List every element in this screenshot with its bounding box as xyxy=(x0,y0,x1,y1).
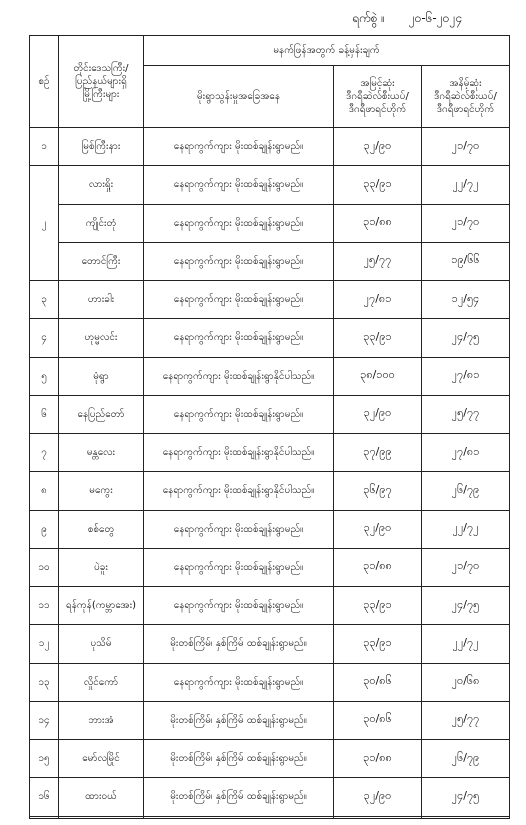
rain-condition: နေရာကွက်ကျား မိုးထစ်ချုန်းရွာမည်။ xyxy=(144,587,334,625)
rain-condition: နေရာကွက်ကျား မိုးထစ်ချုန်းရွာမည်။ xyxy=(144,395,334,433)
rain-condition: နေရာကွက်ကျား မိုးထစ်ချုန်းရွာနိုင်ပါသည်။ xyxy=(144,472,334,510)
max-temp: ၃၂/၉၀ xyxy=(334,510,422,548)
row-number: ၁၂ xyxy=(30,625,59,663)
rain-condition: နေရာကွက်ကျား မိုးထစ်ချုန်းရွာနိုင်ပါသည်။ xyxy=(144,434,334,472)
table-row xyxy=(30,510,510,548)
row-number: ၁၁ xyxy=(30,587,59,625)
rain-condition xyxy=(144,816,334,819)
row-number: ၁၀ xyxy=(30,548,59,586)
rain-condition: နေရာကွက်ကျား မိုးထစ်ချုန်းရွာမည်။ xyxy=(144,204,334,242)
rain-condition: နေရာကွက်ကျား မိုးထစ်ချုန်းရွာမည်။ xyxy=(144,281,334,319)
city-name xyxy=(59,816,144,819)
max-temp: ၃၁/၈၈ xyxy=(334,204,422,242)
table-row xyxy=(30,319,510,357)
max-temp: ၃၃/၉၁ xyxy=(334,166,422,204)
city-name: ပဲခူး xyxy=(59,548,144,586)
min-temp: ၂၂/၇၂ xyxy=(422,625,510,663)
row-number: ၁၄ xyxy=(30,701,59,739)
max-temp: ၃၃/၉၁ xyxy=(334,587,422,625)
table-row xyxy=(30,434,510,472)
city-name: ရန်ကုန်(ကမ္ဘာအေး) xyxy=(59,587,144,625)
rain-condition: မိုးတစ်ကြိမ်၊ နှစ်ကြိမ် ထစ်ချုန်းရွာမည်။ xyxy=(144,740,334,778)
table-row xyxy=(30,625,510,663)
row-number: ၅ xyxy=(30,357,59,395)
rain-condition: မိုးတစ်ကြိမ်၊ နှစ်ကြိမ် ထစ်ချုန်းရွာမည်။ xyxy=(144,625,334,663)
max-temp: ၃၁/၈၈ xyxy=(334,740,422,778)
row-number: ၆ xyxy=(30,395,59,433)
max-temp: ၂၅/၇၇ xyxy=(334,242,422,280)
min-temp: ၂၁/၇၀ xyxy=(422,548,510,586)
table-row xyxy=(30,281,510,319)
table-row xyxy=(30,357,510,395)
table-row xyxy=(30,816,510,819)
min-temp: ၂၄/၇၅ xyxy=(422,319,510,357)
table-row xyxy=(30,587,510,625)
row-number xyxy=(30,816,59,819)
row-number: ၈ xyxy=(30,472,59,510)
min-temp: ၂၂/၇၂ xyxy=(422,510,510,548)
max-temp: ၃၀/၈၆ xyxy=(334,701,422,739)
max-temp: ၃၂/၉၀ xyxy=(334,778,422,816)
min-temp: ၂၅/၇၇ xyxy=(422,701,510,739)
min-temp: ၁၂/၅၄ xyxy=(422,281,510,319)
max-temp xyxy=(334,816,422,819)
row-number: ၁၅ xyxy=(30,740,59,778)
city-name: ကျိုင်းတုံ xyxy=(59,204,144,242)
city-name: စစ်တွေ xyxy=(59,510,144,548)
city-name: ပုသိမ် xyxy=(59,625,144,663)
min-temp: ၂၆/၇၉ xyxy=(422,472,510,510)
min-temp: ၂၇/၈၁ xyxy=(422,434,510,472)
city-name: မုံရွာ xyxy=(59,357,144,395)
rain-condition: နေရာကွက်ကျား မိုးထစ်ချုန်းရွာမည်။ xyxy=(144,319,334,357)
rain-condition: နေရာကွက်ကျား မိုးထစ်ချုန်းရွာမည်။ xyxy=(144,510,334,548)
city-name: လှိုင်ကော် xyxy=(59,663,144,701)
min-temp: ၂၆/၇၉ xyxy=(422,740,510,778)
table-row xyxy=(30,204,510,242)
min-temp: ၂၂/၇၂ xyxy=(422,166,510,204)
max-temp: ၃၂/၉၀ xyxy=(334,395,422,433)
date-line xyxy=(352,10,522,28)
rain-condition: နေရာကွက်ကျား မိုးထစ်ချုန်းရွာမည်။ xyxy=(144,242,334,280)
min-temp: ၂၅/၇၇ xyxy=(422,395,510,433)
city-name: မြစ်ကြီးနား xyxy=(59,128,144,166)
max-temp: ၃၆/၉၇ xyxy=(334,472,422,510)
header-condition: မိုးရွာသွန်းမှုအခြေအနေ xyxy=(144,66,334,128)
rain-condition: နေရာကွက်ကျား မိုးထစ်ချုန်းရွာနိုင်ပါသည်။ xyxy=(144,357,334,395)
min-temp xyxy=(422,816,510,819)
header-no: စဉ် xyxy=(30,36,59,128)
table-row xyxy=(30,701,510,739)
rain-condition: နေရာကွက်ကျား မိုးထစ်ချုန်းရွာမည်။ xyxy=(144,548,334,586)
row-number: ၂ xyxy=(30,166,59,281)
city-name: ဟားခါး xyxy=(59,281,144,319)
row-number: ၇ xyxy=(30,434,59,472)
table-row xyxy=(30,242,510,280)
min-temp: ၂၁/၇၀ xyxy=(422,204,510,242)
city-name: တောင်ကြီး xyxy=(59,242,144,280)
header-max: အမြင့်ဆုံး ဒီဂရီဆဲလ်စီးယပ်/ ဒီဂရီဖာရင်ဟိုက် xyxy=(334,66,422,128)
date-label: ရက်စွဲ ။ xyxy=(352,11,385,25)
rain-condition: နေရာကွက်ကျား မိုးထစ်ချုန်းရွာမည်။ xyxy=(144,663,334,701)
table-row xyxy=(30,740,510,778)
forecast-table xyxy=(29,35,510,819)
max-temp: ၃၃/၉၁ xyxy=(334,319,422,357)
min-temp: ၂၄/၇၅ xyxy=(422,587,510,625)
row-number: ၁ xyxy=(30,128,59,166)
max-temp: ၃၈/၁၀၀ xyxy=(334,357,422,395)
rain-condition: မိုးတစ်ကြိမ်၊ နှစ်ကြိမ် ထစ်ချုန်းရွာမည်။ xyxy=(144,778,334,816)
max-temp: ၃၂/၉၀ xyxy=(334,128,422,166)
min-temp: ၂၁/၇၀ xyxy=(422,128,510,166)
table-row xyxy=(30,472,510,510)
rain-condition: မိုးတစ်ကြိမ်၊ နှစ်ကြိမ် ထစ်ချုန်းရွာမည်။ xyxy=(144,701,334,739)
header-forecast: မနက်ဖြန်အတွက် ခန့်မှန်းချက် xyxy=(144,36,510,66)
table-row xyxy=(30,166,510,204)
row-number: ၁၃ xyxy=(30,663,59,701)
table-row xyxy=(30,778,510,816)
max-temp: ၃၁/၈၈ xyxy=(334,548,422,586)
city-name: မော်လမြိုင် xyxy=(59,740,144,778)
row-number: ၃ xyxy=(30,281,59,319)
city-name: လားရှိုး xyxy=(59,166,144,204)
table-row xyxy=(30,663,510,701)
row-number: ၁၆ xyxy=(30,778,59,816)
city-name: မန္တလေး xyxy=(59,434,144,472)
max-temp: ၃၇/၉၉ xyxy=(334,434,422,472)
table-row xyxy=(30,395,510,433)
city-name: ဘားအံ xyxy=(59,701,144,739)
row-number: ၄ xyxy=(30,319,59,357)
city-name: မကွေး xyxy=(59,472,144,510)
city-name: ဟုမ္မလင်း xyxy=(59,319,144,357)
max-temp: ၃၀/၈၆ xyxy=(334,663,422,701)
date-value: ၂၀-၆-၂၀၂၄ xyxy=(408,11,463,25)
min-temp: ၂၀/၆၈ xyxy=(422,663,510,701)
table-row xyxy=(30,548,510,586)
max-temp: ၃၃/၉၁ xyxy=(334,625,422,663)
city-name: ထားဝယ် xyxy=(59,778,144,816)
row-number: ၉ xyxy=(30,510,59,548)
header-min: အနိမ့်ဆုံး ဒီဂရီဆဲလ်စီးယပ်/ ဒီဂရီဖာရင်ဟိုက် xyxy=(422,66,510,128)
min-temp: ၂၇/၈၁ xyxy=(422,357,510,395)
header-region: တိုင်းဒေသကြီး/ ပြည်နယ်များရှိ မြို့ကြီးများ xyxy=(59,36,144,128)
table-row xyxy=(30,128,510,166)
max-temp: ၂၇/၈၁ xyxy=(334,281,422,319)
rain-condition: နေရာကွက်ကျား မိုးထစ်ချုန်းရွာမည်။ xyxy=(144,166,334,204)
min-temp: ၂၄/၇၅ xyxy=(422,778,510,816)
min-temp: ၁၉/၆၆ xyxy=(422,242,510,280)
rain-condition: နေရာကွက်ကျား မိုးထစ်ချုန်းရွာမည်။ xyxy=(144,128,334,166)
city-name: နေပြည်တော် xyxy=(59,395,144,433)
